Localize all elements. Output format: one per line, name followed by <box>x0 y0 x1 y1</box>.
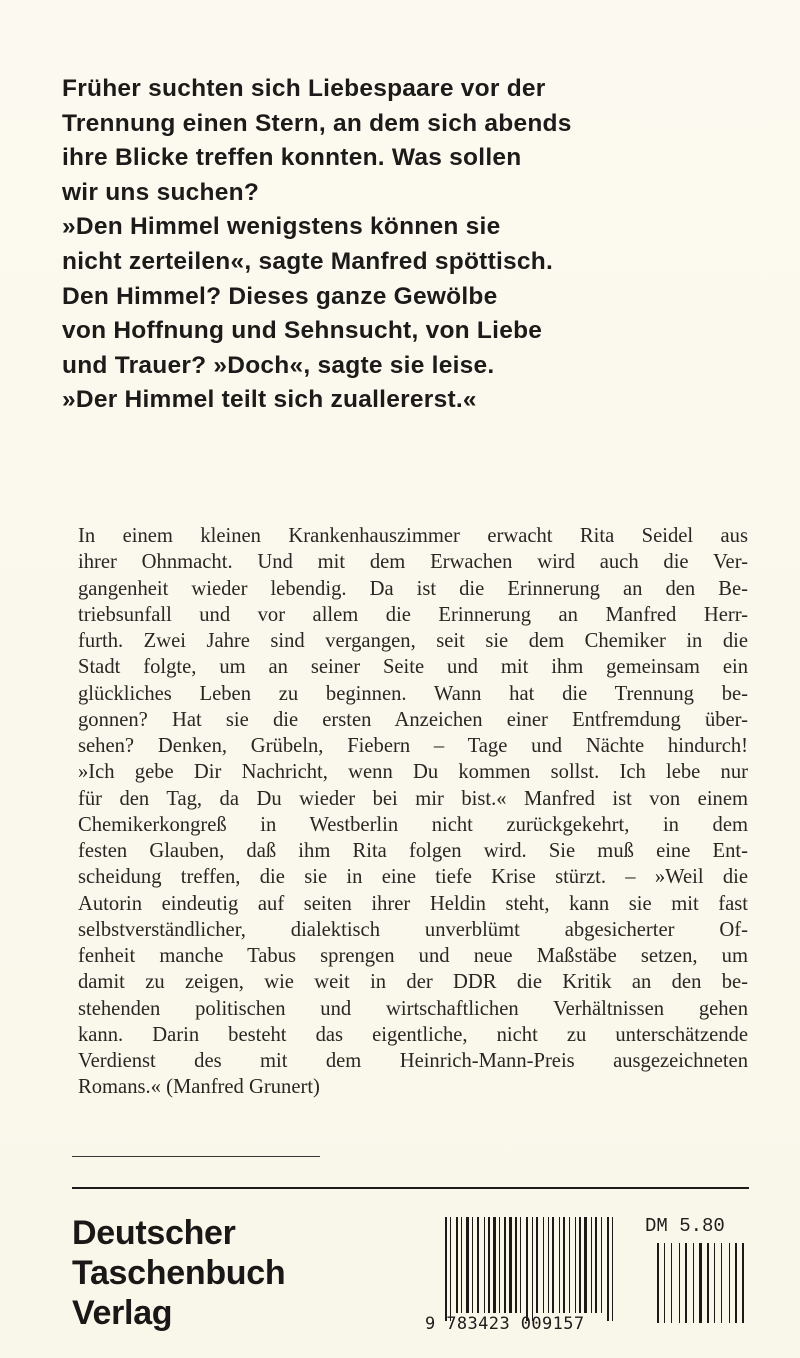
blurb-line: selbstverständlicher, dialektisch unverblümt abgesicherter Of- <box>78 918 748 941</box>
barcode-bar <box>601 1217 602 1313</box>
cover-quote <box>62 72 762 418</box>
barcode-bar <box>591 1217 592 1313</box>
blurb-line: festen Glauben, daß ihm Rita folgen wird. Sie muß eine Ent- <box>78 840 748 862</box>
quote-line: wir uns suchen? <box>62 178 260 206</box>
barcode-bar <box>685 1243 687 1323</box>
isbn-number: 9 783423 009157 <box>425 1314 585 1334</box>
barcode-bar <box>520 1217 521 1313</box>
barcode-bar <box>461 1217 462 1313</box>
barcode-bar <box>526 1217 528 1321</box>
blurb-line: Stadt folgte, um an seiner Seite und mit ihm gemeinsam ein <box>78 656 748 679</box>
quote-line: von Hoffnung und Sehnsucht, von Liebe <box>62 317 543 345</box>
barcode-bar <box>515 1217 517 1313</box>
barcode-bar <box>584 1217 587 1313</box>
barcode-bar <box>445 1217 447 1321</box>
barcode-bar <box>575 1217 576 1313</box>
blurb-line: triebsunfall und vor allem die Erinnerung an Manfred Herr- <box>78 603 748 626</box>
barcode-bar <box>707 1243 709 1323</box>
blurb-line: gangenheit wieder lebendig. Da ist die Erinnerung an den Be- <box>78 577 748 600</box>
blurb-line: sehen? Denken, Grübeln, Fiebern – Tage und Nächte hindurch! <box>78 735 748 757</box>
barcode-bar <box>679 1243 680 1323</box>
blurb-line: kann. Darin besteht das eigentliche, nicht zu unterschätzende <box>78 1023 748 1046</box>
barcode-bar <box>532 1217 533 1321</box>
barcode-bar <box>466 1217 469 1313</box>
blurb-line: furth. Zwei Jahre sind vergangen, seit sie dem Chemiker in die <box>78 630 748 652</box>
quote-line: Früher suchten sich Liebespaare vor der <box>62 75 546 102</box>
barcode-bar <box>488 1217 490 1313</box>
blurb-line: Verdienst des mit dem Heinrich-Mann-Preis ausgezeichneten <box>78 1050 748 1072</box>
long-divider <box>72 1187 749 1189</box>
barcode-bar <box>714 1243 715 1323</box>
blurb-line: für den Tag, da Du wieder bei mir bist.« Manfred ist von einem <box>78 787 748 810</box>
blurb-line: Autorin eindeutig auf seiten ihrer Heldin steht, kann sie mit fast <box>78 892 748 915</box>
barcode-bar <box>543 1217 544 1313</box>
barcode-bar <box>548 1217 549 1313</box>
blurb-line: ihrer Ohnmacht. Und mit dem Erwachen wird auch die Ver- <box>78 551 748 574</box>
quote-line: »Den Himmel wenigstens können sie <box>62 213 501 241</box>
short-divider <box>72 1156 320 1157</box>
publisher-line: Deutscher <box>72 1214 236 1252</box>
barcode-bar <box>450 1217 451 1321</box>
price-label: DM 5.80 <box>645 1215 725 1237</box>
barcode-bar <box>499 1217 500 1313</box>
barcode-bar <box>607 1217 609 1321</box>
quote-line: Trennung einen Stern, an dem sich abends <box>62 109 572 137</box>
blurb-line: glückliches Leben zu beginnen. Wann hat die Trennung be- <box>78 682 748 705</box>
barcode-bar <box>657 1243 659 1323</box>
barcode-bar <box>735 1243 737 1323</box>
barcode-bar <box>699 1243 702 1323</box>
book-blurb <box>78 523 748 1101</box>
blurb-line: »Ich gebe Dir Nachricht, wenn Du kommen sollst. Ich lebe nur <box>78 761 748 784</box>
barcode-bar <box>742 1243 744 1323</box>
barcode-bar <box>536 1217 538 1313</box>
barcode-bar <box>693 1243 694 1323</box>
barcode-bar <box>579 1217 581 1313</box>
blurb-line: damit zu zeigen, wie weit in der DDR die Kritik an den be- <box>78 971 748 994</box>
quote-line: und Trauer? »Doch«, sagte sie leise. <box>62 351 495 379</box>
barcode-bar <box>493 1217 496 1313</box>
barcode-bar <box>456 1217 458 1313</box>
blurb-line: Chemikerkongreß in Westberlin nicht zurückgekehrt, in dem <box>78 813 748 836</box>
barcode-bar <box>721 1243 722 1323</box>
barcode-bar <box>664 1243 665 1323</box>
barcode-bar <box>559 1217 560 1313</box>
quote-line: ihre Blicke treffen konnten. Was sollen <box>62 144 522 172</box>
publisher-line: Verlag <box>72 1294 173 1332</box>
quote-line: Den Himmel? Dieses ganze Gewölbe <box>62 282 498 310</box>
barcode-bar <box>612 1217 613 1321</box>
barcode-bar <box>671 1243 672 1323</box>
blurb-line: Romans.« (Manfred Grunert) <box>78 1076 320 1099</box>
blurb-line: gonnen? Hat sie die ersten Anzeichen einer Entfremdung über- <box>78 708 748 731</box>
publisher-logo-text <box>72 1213 285 1333</box>
blurb-line: fenheit manche Tabus sprengen und neue Maßstäbe setzen, um <box>78 945 748 967</box>
blurb-line: In einem kleinen Krankenhauszimmer erwacht Rita Seidel aus <box>78 525 748 547</box>
quote-line: »Der Himmel teilt sich zuallererst.« <box>62 386 477 414</box>
barcode-bar <box>477 1217 479 1313</box>
barcode-bar <box>569 1217 570 1313</box>
publisher-line: Taschenbuch <box>72 1254 286 1292</box>
barcode-bar <box>472 1217 473 1313</box>
barcode-bar <box>504 1217 506 1313</box>
isbn-barcode <box>425 1215 755 1341</box>
barcode-bar <box>595 1217 597 1313</box>
barcode-bar <box>552 1217 554 1313</box>
barcode-bar <box>729 1243 730 1323</box>
barcode-bar <box>484 1217 485 1313</box>
blurb-line: stehenden politischen und wirtschaftlichen Verhältnissen gehen <box>78 997 748 1020</box>
quote-line: nicht zerteilen«, sagte Manfred spöttisch. <box>62 247 554 275</box>
blurb-line: scheidung treffen, die sie in eine tiefe Krise stürzt. – »Weil die <box>78 866 748 889</box>
barcode-bar <box>563 1217 565 1313</box>
barcode-bar <box>509 1217 512 1313</box>
